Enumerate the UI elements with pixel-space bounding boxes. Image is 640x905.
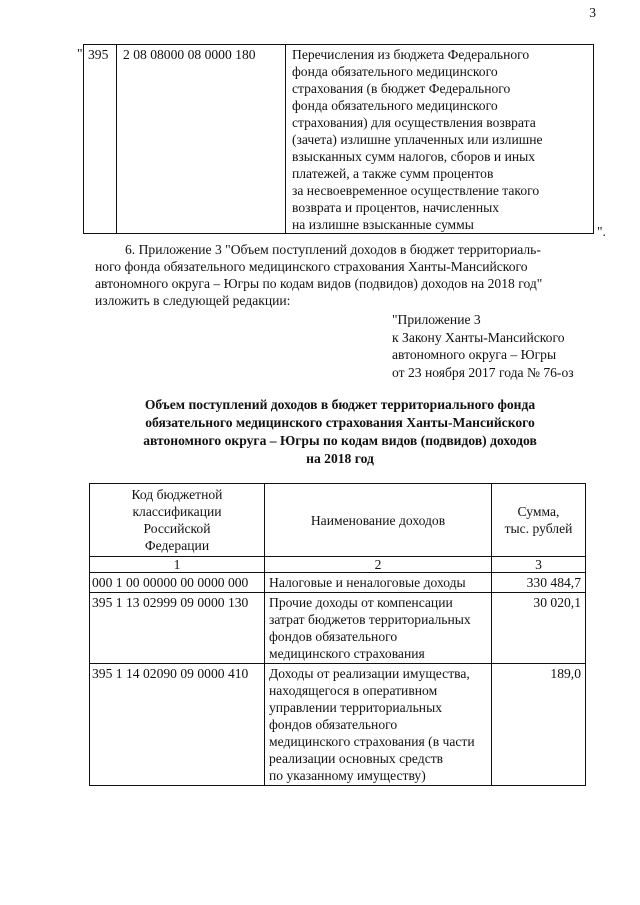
description-line: страхования (в бюджет Федерального: [292, 81, 511, 96]
table-header-row: [90, 484, 586, 557]
title-line: автономного округа – Югры по кодам видов (подвидов) доходов: [143, 433, 537, 448]
table-row: [84, 45, 594, 234]
description-line: платежей, а также сумм процентов: [292, 166, 494, 181]
appendix-reference: [392, 311, 602, 381]
description-line: (зачета) излишне уплаченных или излишне: [292, 132, 543, 147]
income-name-cell: [265, 664, 492, 786]
description-line: взысканных сумм налогов, сборов и иных: [292, 149, 536, 164]
name-line: медицинского страхования (в части: [269, 734, 475, 749]
header-line: Код бюджетной: [131, 487, 223, 502]
admin-code-cell: 395: [84, 45, 117, 234]
name-line: Прочие доходы от компенсации: [269, 595, 453, 610]
document-title: [100, 396, 580, 468]
code-cell: 395 1 13 02999 09 0000 130: [90, 593, 265, 664]
header-line: классификации: [132, 504, 222, 519]
title-line: обязательного медицинского страхования Ханты-Мансийского: [145, 415, 535, 430]
instruction-line: 6. Приложение 3 "Объем поступлений доходов в бюджет территориаль-: [125, 242, 541, 257]
description-line: возврата и процентов, начисленных: [292, 200, 500, 215]
table-row: [90, 664, 586, 786]
name-line: управлении территориальных: [269, 700, 442, 715]
income-description-cell: [286, 45, 594, 234]
header-line: Сумма,: [517, 504, 560, 519]
table-row: [90, 593, 586, 664]
column-number: 3: [492, 557, 586, 573]
appendix-line: от 23 ноября 2017 года № 76-оз: [392, 364, 574, 380]
name-line: Доходы от реализации имущества,: [269, 666, 470, 681]
name-line: Налоговые и неналоговые доходы: [269, 575, 466, 590]
description-line: Перечисления из бюджета Федерального: [292, 47, 530, 62]
description-line: фонда обязательного медицинского: [292, 64, 498, 79]
page-number: 3: [589, 5, 596, 20]
instruction-line: ного фонда обязательного медицинского страхования Ханты-Мансийского: [95, 259, 528, 274]
opening-quote-mark: ": [77, 46, 83, 61]
name-line: находящегося в оперативном: [269, 683, 438, 698]
kbk-code-cell: 2 08 08000 08 0000 180: [117, 45, 286, 234]
name-column-header: Наименование доходов: [265, 484, 492, 557]
instruction-line: автономного округа – Югры по кодам видов (подвидов) доходов на 2018 год": [95, 276, 543, 291]
header-line: Федерации: [144, 538, 210, 553]
description-line: фонда обязательного медицинского: [292, 98, 498, 113]
income-name-cell: [265, 593, 492, 664]
name-line: затрат бюджетов территориальных: [269, 612, 471, 627]
instruction-line: изложить в следующей редакции:: [95, 293, 291, 308]
name-line: фондов обязательного: [269, 629, 398, 644]
description-line: страхования) для осуществления возврата: [292, 115, 536, 130]
description-line: на излишне взысканные суммы: [292, 217, 474, 232]
continuation-table: [83, 44, 594, 234]
code-cell: 000 1 00 00000 00 0000 000: [90, 573, 265, 593]
title-line: Объем поступлений доходов в бюджет территориального фонда: [144, 397, 536, 412]
header-line: Российской: [143, 521, 211, 536]
column-number: 2: [265, 557, 492, 573]
description-line: за несвоевременное осуществление такого: [292, 183, 540, 198]
amount-cell: 189,0: [492, 664, 586, 786]
header-line: тыс. рублей: [504, 521, 573, 536]
code-cell: 395 1 14 02090 09 0000 410: [90, 664, 265, 786]
appendix-line: "Приложение 3: [392, 312, 481, 327]
closing-quote-mark: ".: [597, 224, 606, 239]
name-line: медицинского страхования: [269, 646, 425, 661]
code-column-header: [90, 484, 265, 557]
amount-cell: 330 484,7: [492, 573, 586, 593]
column-number: 1: [90, 557, 265, 573]
name-line: фондов обязательного: [269, 717, 398, 732]
name-line: по указанному имуществу): [269, 768, 426, 783]
table-row: [90, 573, 586, 593]
column-number-row: [90, 557, 586, 573]
title-line: на 2018 год: [306, 451, 374, 466]
income-name-cell: [265, 573, 492, 593]
amount-cell: 30 020,1: [492, 593, 586, 664]
income-table: [89, 483, 586, 786]
appendix-line: к Закону Ханты-Мансийского: [392, 329, 565, 345]
appendix-line: автономного округа – Югры: [392, 347, 557, 363]
amendment-instruction: [95, 241, 593, 309]
amount-column-header: [492, 484, 586, 557]
name-line: реализации основных средств: [269, 751, 444, 766]
